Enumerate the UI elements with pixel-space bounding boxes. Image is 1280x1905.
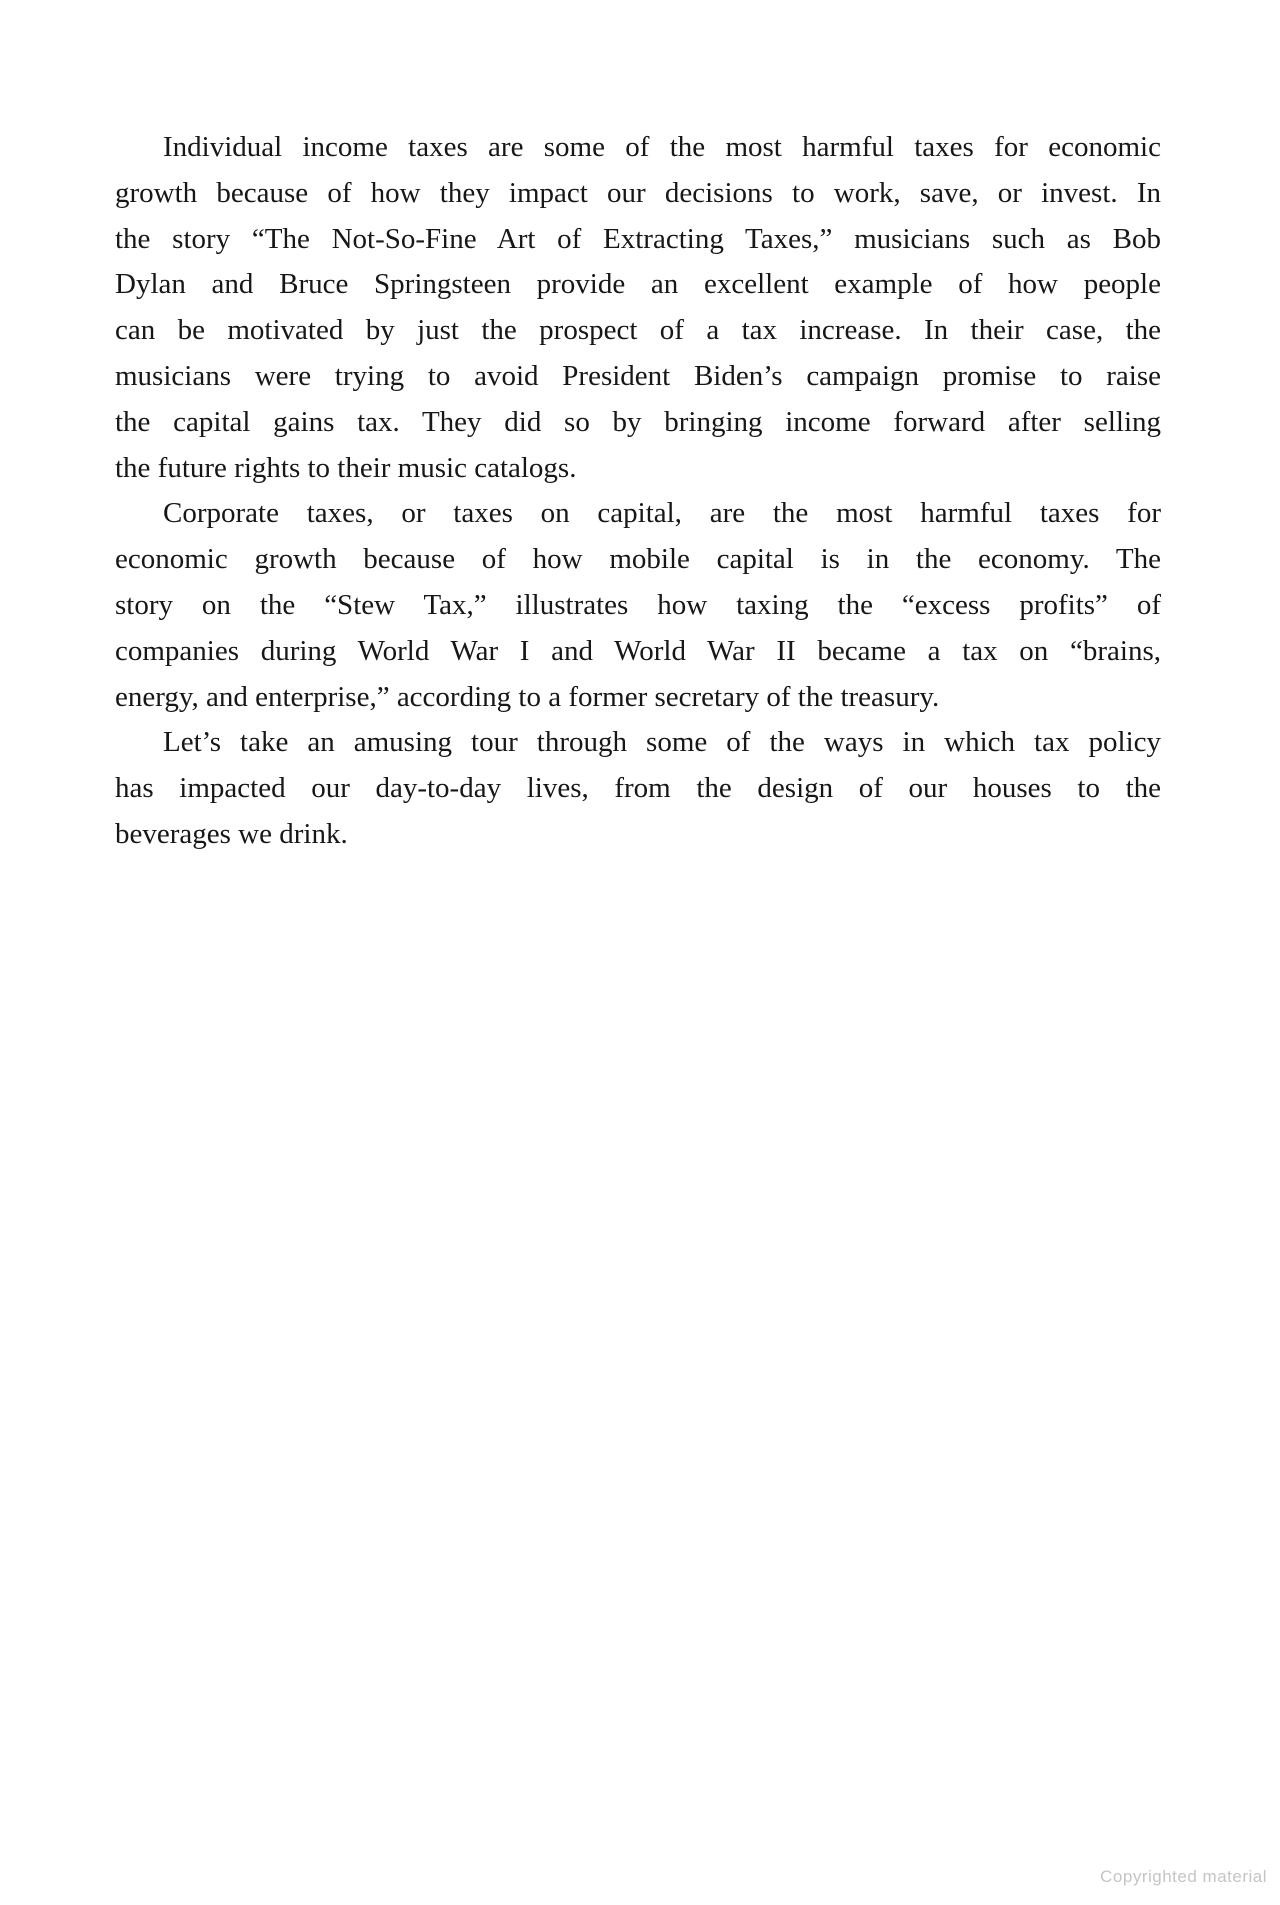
copyrighted-material-watermark: Copyrighted material	[1100, 1867, 1267, 1886]
page-text-block	[115, 125, 1161, 858]
text-line: economic growth because of how mobile capital is in the economy. The	[115, 543, 1161, 576]
text-line: the story “The Not-So-Fine Art of Extracting Taxes,” musicians such as Bob	[115, 222, 1161, 255]
text-line: the future rights to their music catalogs.	[115, 451, 577, 484]
text-line: has impacted our day-to-day lives, from the design of our houses to the	[115, 772, 1161, 805]
text-line: Dylan and Bruce Springsteen provide an excellent example of how people	[115, 268, 1161, 301]
text-line: can be motivated by just the prospect of a tax increase. In their case, the	[115, 314, 1161, 347]
text-line: growth because of how they impact our decisions to work, save, or invest. In	[115, 176, 1161, 209]
text-line: Corporate taxes, or taxes on capital, are the most harmful taxes for	[163, 497, 1161, 530]
text-line: Let’s take an amusing tour through some of the ways in which tax policy	[163, 726, 1161, 759]
text-line: beverages we drink.	[115, 817, 348, 850]
text-line: musicians were trying to avoid President Biden’s campaign promise to raise	[115, 359, 1161, 392]
text-line: the capital gains tax. They did so by bringing income forward after selling	[115, 405, 1161, 438]
text-line: Individual income taxes are some of the most harmful taxes for economic	[163, 131, 1161, 163]
paragraph-corporate-taxes	[115, 491, 1161, 720]
paragraph-individual-income-taxes	[115, 125, 1161, 491]
paragraph-amusing-tour	[115, 720, 1161, 857]
text-line: companies during World War I and World War II became a tax on “brains,	[115, 634, 1161, 667]
text-line: story on the “Stew Tax,” illustrates how taxing the “excess profits” of	[115, 588, 1161, 621]
text-line: energy, and enterprise,” according to a former secretary of the treasury.	[115, 680, 940, 713]
